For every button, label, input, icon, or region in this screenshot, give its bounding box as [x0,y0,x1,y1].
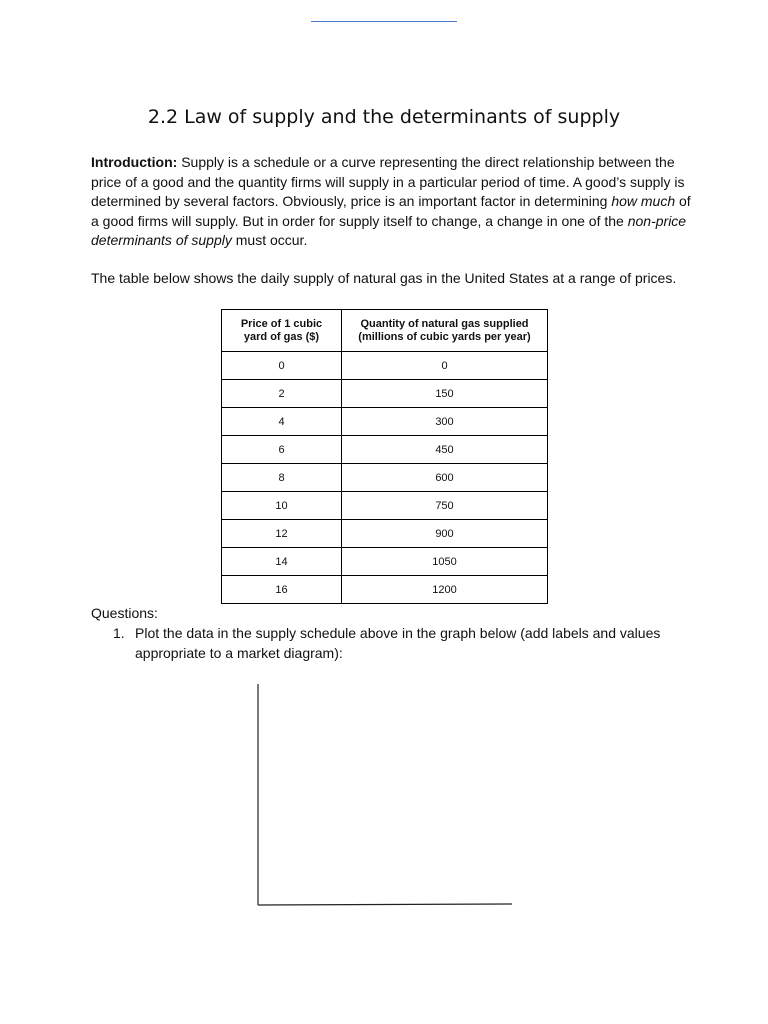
table-row [222,464,548,492]
price-cell: 4 [222,408,342,436]
quantity-cell: 900 [342,520,548,548]
quantity-cell: 1050 [342,548,548,576]
blank-graph-axes [250,680,520,910]
table-row [222,352,548,380]
quantity-header-line-2: (millions of cubic yards per year) [358,330,531,343]
table-row [222,492,548,520]
quantity-cell: 750 [342,492,548,520]
price-column-header [222,310,342,352]
table-row [222,380,548,408]
x-axis-line [258,904,512,905]
intro-text-1: Supply is a schedule or a curve representing the direct relationship between the price of a good and the quantity firms will supply in a particular period of time. A good’s supply is determined by several factors. Obviously, price is an important factor in determining [91,154,685,209]
quantity-cell: 1200 [342,576,548,604]
table-caption: The table below shows the daily supply of natural gas in the United States at a range of prices. [91,270,677,286]
price-cell: 14 [222,548,342,576]
price-cell: 2 [222,380,342,408]
intro-emphasis-2: non-price determinants of supply [91,212,687,248]
questions-heading: Questions: [91,605,158,621]
price-cell: 8 [222,464,342,492]
table-row [222,576,548,604]
table-row [222,408,548,436]
table-header-row [222,310,548,352]
intro-text-2: of a good firms will supply. But in order for supply itself to change, a change in one of the [91,193,691,229]
question-number: 1. [113,625,125,641]
price-header-line-2: yard of gas ($) [243,330,320,343]
price-cell: 10 [222,492,342,520]
question-text: Plot the data in the supply schedule above in the graph below (add labels and values appropriate to a market diagram): [135,625,661,661]
price-cell: 6 [222,436,342,464]
quantity-cell: 0 [342,352,548,380]
intro-text-3: must occur. [231,232,308,248]
intro-paragraph [91,153,691,251]
quantity-column-header [342,310,548,352]
price-header-line-1: Price of 1 cubic [240,317,323,330]
price-cell: 16 [222,576,342,604]
quantity-header-line-1: Quantity of natural gas supplied [360,317,529,330]
intro-label: Introduction: [91,154,178,170]
table-row [222,548,548,576]
supply-schedule-table [221,309,548,604]
question-item [113,624,673,663]
table-row [222,436,548,464]
page-title: 2.2 Law of supply and the determinants of supply [147,106,621,128]
quantity-cell: 600 [342,464,548,492]
intro-emphasis-1: how much [611,193,676,209]
quantity-cell: 300 [342,408,548,436]
header-rule [311,21,457,22]
price-cell: 0 [222,352,342,380]
quantity-cell: 450 [342,436,548,464]
table-row [222,520,548,548]
price-cell: 12 [222,520,342,548]
quantity-cell: 150 [342,380,548,408]
